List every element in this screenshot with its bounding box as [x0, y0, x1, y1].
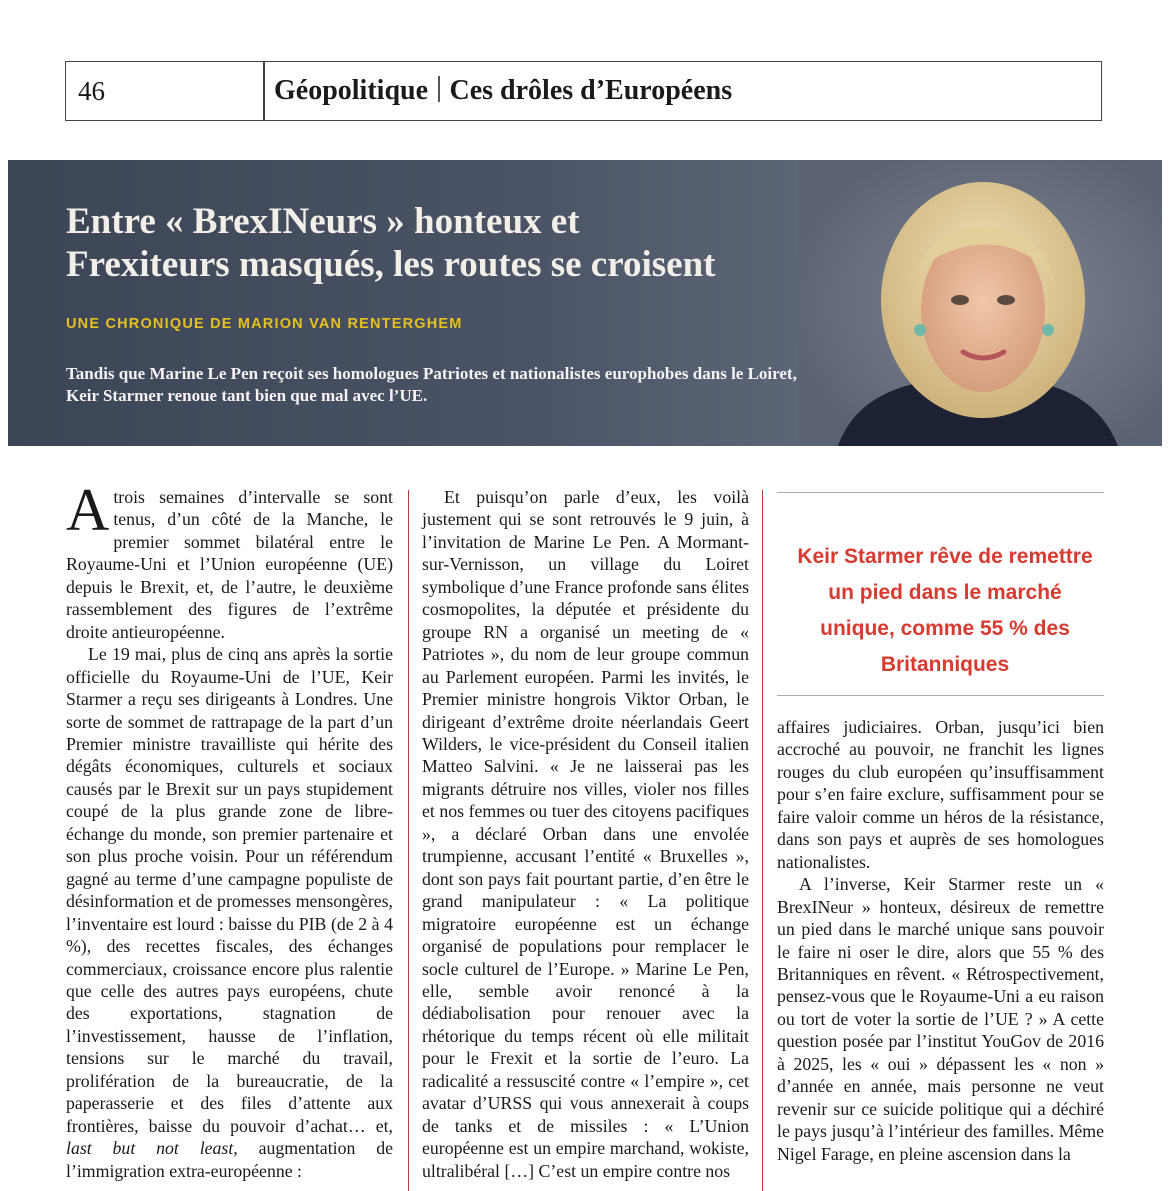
subsection-name: Ces drôles d’Européens: [449, 75, 733, 106]
paragraph-text: Le 19 mai, plus de cinq ans après la sortie officielle du Royaume-Uni de l’UE, Keir Starmer a reçu ses dirigeants à Londres. Une sorte de sommet de rattrapage de la part d’un Premier ministre travailliste qui hérite des dégâts économiques, culturels et sociaux causés par le Brexit sur un pays stupidement coupé de la plus grande zone de libre-échange du monde, son premier partenaire et son plus proche voisin. Pour un référendum gagné au terme d’une campagne populiste de désinformation et de promesses mensongères, l’inventaire est lourd : baisse du PIB (de 2 à 4 %), des recettes fiscales, des échanges commerciaux, croissance encore plus ralentie que celle des autres pays européens, chute des exportations, stagnation de l’investissement, hausse de l’inflation, tensions sur le marché du travail, prolifération de la bureaucratie, de la paperasserie et des files d’attente aux frontières, baisse du pouvoir d’achat… et,: [66, 644, 393, 1136]
paragraph: [66, 477, 393, 643]
italic-phrase: last but not least,: [66, 1138, 238, 1159]
paragraph-text: trois semaines d’intervalle se sont tenus, d’un côté de la Manche, le premier sommet bilatéral entre le Royaume-Uni et l’Union européenne (UE) depuis le Brexit, et, de l’autre, le deuxième rassemblement des figures de l’extrême droite antieuropéenne.: [66, 487, 393, 642]
drop-cap: A: [66, 477, 110, 543]
section-name: Géopolitique: [274, 75, 429, 106]
article-column-2: [422, 486, 749, 1182]
article-banner: [8, 160, 1162, 446]
section-title: [274, 75, 732, 107]
paragraph: Et puisqu’on parle d’eux, les voilà justement qui se sont retrouvés le 9 juin, à l’invitation de Marine Le Pen. A Mormant-sur-Vernisson, un village du Loiret symbolique d’une France profonde sans élites cosmopolites, la députée et présidente du groupe RN a organisé un meeting de « Patriotes », du nom de leur groupe commun au Parlement européen. Parmi les invités, le Premier ministre hongrois Viktor Orban, le dirigeant d’extrême droite néerlandais Geert Wilders, le vice-président du Conseil italien Matteo Salvini. « Je ne laisserai pas les migrants détruire nos villes, violer nos filles et nos femmes ou tuer des citoyens pacifiques », a déclaré Orban dans une envolée trumpienne, accusant l’entité « Bruxelles », dont son pays fait pourtant partie, d’en être le grand manipulateur : « La politique migratoire européenne est un échange organisé de populations pour remplacer le socle culturel de l’Europe. » Marine Le Pen, elle, semble avoir renoncé à la dédiabolisation pour renouer avec la rhétorique du temps récent où elle militait pour le Frexit et la sortie de l’euro. La radicalité a ressuscité contre « l’empire », cet avatar d’URSS qui vous annexerait à coups de tanks et de missiles : « L’Union européenne est un empire marchand, wokiste, ultralibéral […] C’est un empire contre nos: [422, 487, 749, 1181]
paragraph: A l’inverse, Keir Starmer reste un « BrexINeur » honteux, désireux de remettre un pied dans le marché unique sans pouvoir le faire ni oser le dire, alors que 55 % des Britanniques en rêvent. « Rétrospectivement, pensez-vous que le Royaume-Uni a eu raison ou tort de voter la sortie de l’UE ? » A cette question posée par l’institut YouGov de 2016 à 2025, les « oui » dépassent les « non » d’année en année, mais personne ne veut revenir sur ce suicide politique qui a déchiré le pays jusqu’à l’intérieur des familles. Même Nigel Farage, en pleine ascension dans la: [777, 874, 1104, 1164]
headline: [66, 200, 826, 286]
column-rule-2: [762, 490, 763, 1191]
paragraph: affaires judiciaires. Orban, jusqu’ici bien accroché au pouvoir, ne franchit les lignes rouges du club européen qu’insuffisamment pour s’en faire exclure, suffisamment pour se faire valoir comme un héros de la résistance, dans son pays et auprès de ses homologues nationalistes.: [777, 717, 1104, 872]
byline: UNE CHRONIQUE DE MARION VAN RENTERGHEM: [66, 316, 463, 332]
title-separator: [438, 76, 440, 102]
article-column-3: [777, 716, 1104, 1165]
lead-paragraph: Tandis que Marine Le Pen reçoit ses homologues Patriotes et nationalistes europhobes dans le Loiret, Keir Starmer renoue tant bien que mal avec l’UE.: [66, 364, 797, 405]
page-number: 46: [78, 76, 105, 106]
page-header: [65, 61, 1102, 121]
headline-line-1: Entre « BrexINeurs » honteux et: [66, 201, 580, 242]
author-portrait: [798, 160, 1162, 446]
pull-quote-box: [777, 492, 1104, 696]
column-rule-1: [408, 490, 409, 1191]
pull-quote: Keir Starmer rêve de remettre un pied dans le marché unique, comme 55 % des Britanniques: [797, 545, 1093, 676]
header-divider: [263, 62, 265, 120]
article-column-1: [66, 477, 393, 1182]
paragraph: [66, 643, 393, 1182]
paragraph-text: augmentation de l’immigration extra-européenne :: [66, 1138, 393, 1181]
headline-line-2: Frexiteurs masqués, les routes se croisent: [66, 244, 716, 285]
